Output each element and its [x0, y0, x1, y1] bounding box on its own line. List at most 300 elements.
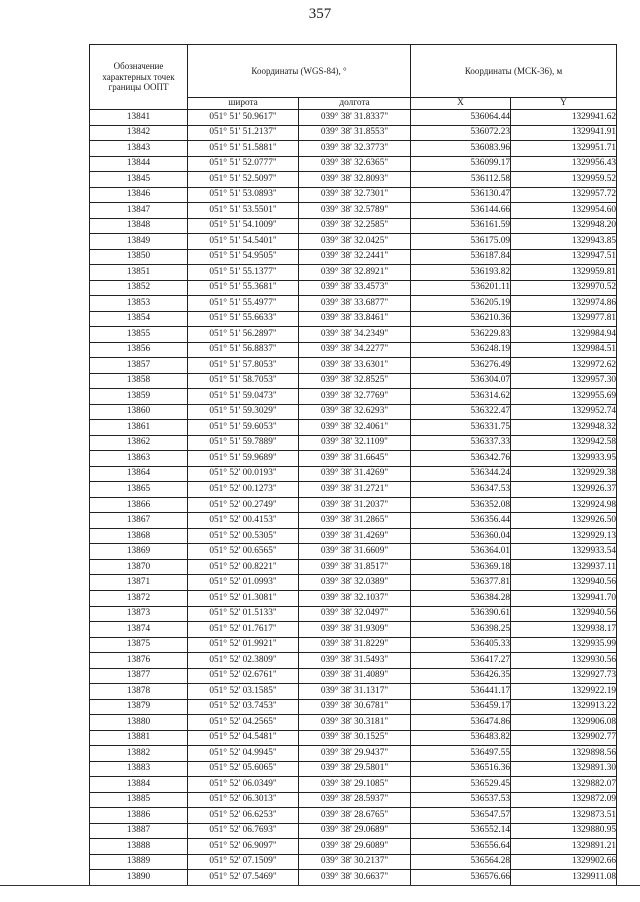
latitude-cell: 051° 52' 01.5133" — [188, 606, 299, 622]
y-cell: 1329930.56 — [511, 653, 617, 669]
x-cell: 536331.75 — [411, 420, 511, 436]
x-cell: 536459.17 — [411, 699, 511, 715]
table-row — [90, 544, 617, 560]
point-id: 13862 — [90, 435, 188, 451]
x-cell: 536441.17 — [411, 684, 511, 700]
table-row — [90, 358, 617, 374]
longitude-cell: 039° 38' 31.8229" — [299, 637, 411, 653]
header-msk36: Координаты (МСК-36), м — [411, 45, 617, 98]
latitude-cell: 051° 51' 54.5401" — [188, 234, 299, 250]
page-number: 357 — [308, 6, 332, 22]
x-cell: 536537.53 — [411, 792, 511, 808]
table-row — [90, 761, 617, 777]
point-id: 13852 — [90, 280, 188, 296]
y-cell: 1329959.81 — [511, 265, 617, 281]
y-cell: 1329902.66 — [511, 854, 617, 870]
table-row — [90, 342, 617, 358]
latitude-cell: 051° 52' 00.2749" — [188, 497, 299, 513]
point-id: 13887 — [90, 823, 188, 839]
latitude-cell: 051° 51' 57.8053" — [188, 358, 299, 374]
longitude-cell: 039° 38' 30.6781" — [299, 699, 411, 715]
point-id: 13888 — [90, 839, 188, 855]
x-cell: 536516.36 — [411, 761, 511, 777]
header-point-designation: Обозначение характерных точек границы ООПТ — [90, 45, 188, 110]
y-cell: 1329940.56 — [511, 575, 617, 591]
longitude-cell: 039° 38' 32.8921" — [299, 265, 411, 281]
point-id: 13876 — [90, 653, 188, 669]
latitude-cell: 051° 51' 54.9505" — [188, 249, 299, 265]
longitude-cell: 039° 38' 32.0425" — [299, 234, 411, 250]
longitude-cell: 039° 38' 33.6301" — [299, 358, 411, 374]
table-row — [90, 435, 617, 451]
table-row — [90, 249, 617, 265]
x-cell: 536248.19 — [411, 342, 511, 358]
table-row — [90, 404, 617, 420]
y-cell: 1329956.43 — [511, 156, 617, 172]
longitude-cell: 039° 38' 32.7769" — [299, 389, 411, 405]
longitude-cell: 039° 38' 31.5493" — [299, 653, 411, 669]
longitude-cell: 039° 38' 32.2441" — [299, 249, 411, 265]
point-id: 13870 — [90, 559, 188, 575]
x-cell: 536384.28 — [411, 590, 511, 606]
latitude-cell: 051° 52' 03.1585" — [188, 684, 299, 700]
point-id: 13857 — [90, 358, 188, 374]
y-cell: 1329913.22 — [511, 699, 617, 715]
longitude-cell: 039° 38' 33.6877" — [299, 296, 411, 312]
point-id: 13853 — [90, 296, 188, 312]
table-row — [90, 777, 617, 793]
longitude-cell: 039° 38' 29.9437" — [299, 746, 411, 762]
x-cell: 536552.14 — [411, 823, 511, 839]
latitude-cell: 051° 51' 52.5097" — [188, 172, 299, 188]
coordinates-table — [89, 44, 617, 886]
point-id: 13846 — [90, 187, 188, 203]
longitude-cell: 039° 38' 31.2037" — [299, 497, 411, 513]
point-id: 13886 — [90, 808, 188, 824]
latitude-cell: 051° 52' 07.5469" — [188, 870, 299, 886]
table-row — [90, 637, 617, 653]
latitude-cell: 051° 51' 55.1377" — [188, 265, 299, 281]
x-cell: 536276.49 — [411, 358, 511, 374]
longitude-cell: 039° 38' 31.4089" — [299, 668, 411, 684]
table-row — [90, 699, 617, 715]
y-cell: 1329938.17 — [511, 622, 617, 638]
y-cell: 1329933.54 — [511, 544, 617, 560]
table-row — [90, 311, 617, 327]
table-row — [90, 730, 617, 746]
x-cell: 536556.64 — [411, 839, 511, 855]
point-id: 13882 — [90, 746, 188, 762]
y-cell: 1329941.70 — [511, 590, 617, 606]
longitude-cell: 039° 38' 34.2349" — [299, 327, 411, 343]
longitude-cell: 039° 38' 33.4573" — [299, 280, 411, 296]
x-cell: 536344.24 — [411, 466, 511, 482]
table-row — [90, 497, 617, 513]
y-cell: 1329873.51 — [511, 808, 617, 824]
table-row — [90, 280, 617, 296]
latitude-cell: 051° 52' 01.3081" — [188, 590, 299, 606]
point-id: 13866 — [90, 497, 188, 513]
table-row — [90, 808, 617, 824]
x-cell: 536205.19 — [411, 296, 511, 312]
x-cell: 536175.09 — [411, 234, 511, 250]
x-cell: 536347.53 — [411, 482, 511, 498]
x-cell: 536072.23 — [411, 125, 511, 141]
header-latitude: широта — [188, 98, 299, 110]
longitude-cell: 039° 38' 29.0689" — [299, 823, 411, 839]
header-wgs84: Координаты (WGS-84), ° — [188, 45, 411, 98]
point-id: 13871 — [90, 575, 188, 591]
y-cell: 1329898.56 — [511, 746, 617, 762]
x-cell: 536144.66 — [411, 203, 511, 219]
longitude-cell: 039° 38' 31.2865" — [299, 513, 411, 529]
latitude-cell: 051° 52' 00.6565" — [188, 544, 299, 560]
table-row — [90, 746, 617, 762]
y-cell: 1329922.19 — [511, 684, 617, 700]
table-row — [90, 653, 617, 669]
longitude-cell: 039° 38' 32.6293" — [299, 404, 411, 420]
x-cell: 536229.83 — [411, 327, 511, 343]
latitude-cell: 051° 52' 00.4153" — [188, 513, 299, 529]
point-id: 13861 — [90, 420, 188, 436]
point-id: 13848 — [90, 218, 188, 234]
latitude-cell: 051° 51' 59.3029" — [188, 404, 299, 420]
y-cell: 1329941.91 — [511, 125, 617, 141]
latitude-cell: 051° 52' 04.2565" — [188, 715, 299, 731]
latitude-cell: 051° 51' 59.0473" — [188, 389, 299, 405]
point-id: 13860 — [90, 404, 188, 420]
longitude-cell: 039° 38' 32.2585" — [299, 218, 411, 234]
table-row — [90, 327, 617, 343]
latitude-cell: 051° 51' 59.9689" — [188, 451, 299, 467]
x-cell: 536161.59 — [411, 218, 511, 234]
longitude-cell: 039° 38' 32.0389" — [299, 575, 411, 591]
table-row — [90, 203, 617, 219]
latitude-cell: 051° 51' 56.8837" — [188, 342, 299, 358]
x-cell: 536210.36 — [411, 311, 511, 327]
x-cell: 536369.18 — [411, 559, 511, 575]
latitude-cell: 051° 51' 59.7889" — [188, 435, 299, 451]
table-row — [90, 528, 617, 544]
y-cell: 1329902.77 — [511, 730, 617, 746]
latitude-cell: 051° 52' 06.7693" — [188, 823, 299, 839]
x-cell: 536322.47 — [411, 404, 511, 420]
y-cell: 1329882.07 — [511, 777, 617, 793]
y-cell: 1329951.71 — [511, 141, 617, 157]
longitude-cell: 039° 38' 31.6645" — [299, 451, 411, 467]
longitude-cell: 039° 38' 31.4269" — [299, 528, 411, 544]
y-cell: 1329955.69 — [511, 389, 617, 405]
y-cell: 1329959.52 — [511, 172, 617, 188]
latitude-cell: 051° 51' 53.0893" — [188, 187, 299, 203]
point-id: 13865 — [90, 482, 188, 498]
latitude-cell: 051° 52' 04.9945" — [188, 746, 299, 762]
point-id: 13869 — [90, 544, 188, 560]
point-id: 13868 — [90, 528, 188, 544]
table-row — [90, 389, 617, 405]
longitude-cell: 039° 38' 32.4061" — [299, 420, 411, 436]
latitude-cell: 051° 51' 50.9617" — [188, 110, 299, 126]
table-row — [90, 451, 617, 467]
latitude-cell: 051° 51' 53.5501" — [188, 203, 299, 219]
x-cell: 536483.82 — [411, 730, 511, 746]
longitude-cell: 039° 38' 29.5801" — [299, 761, 411, 777]
point-id: 13864 — [90, 466, 188, 482]
header-x: X — [411, 98, 511, 110]
y-cell: 1329927.73 — [511, 668, 617, 684]
longitude-cell: 039° 38' 31.2721" — [299, 482, 411, 498]
footer-divider — [0, 885, 640, 886]
longitude-cell: 039° 38' 32.5789" — [299, 203, 411, 219]
point-id: 13859 — [90, 389, 188, 405]
table-row — [90, 141, 617, 157]
x-cell: 536390.61 — [411, 606, 511, 622]
point-id: 13863 — [90, 451, 188, 467]
point-id: 13874 — [90, 622, 188, 638]
table-row — [90, 234, 617, 250]
latitude-cell: 051° 52' 01.0993" — [188, 575, 299, 591]
point-id: 13877 — [90, 668, 188, 684]
x-cell: 536352.08 — [411, 497, 511, 513]
x-cell: 536497.55 — [411, 746, 511, 762]
longitude-cell: 039° 38' 31.8553" — [299, 125, 411, 141]
y-cell: 1329911.08 — [511, 870, 617, 886]
table-row — [90, 715, 617, 731]
point-id: 13856 — [90, 342, 188, 358]
latitude-cell: 051° 52' 04.5481" — [188, 730, 299, 746]
y-cell: 1329972.62 — [511, 358, 617, 374]
point-id: 13889 — [90, 854, 188, 870]
header-y: Y — [511, 98, 617, 110]
point-id: 13845 — [90, 172, 188, 188]
latitude-cell: 051° 51' 55.4977" — [188, 296, 299, 312]
y-cell: 1329977.81 — [511, 311, 617, 327]
longitude-cell: 039° 38' 34.2277" — [299, 342, 411, 358]
longitude-cell: 039° 38' 32.8093" — [299, 172, 411, 188]
x-cell: 536564.28 — [411, 854, 511, 870]
table-row — [90, 668, 617, 684]
x-cell: 536529.45 — [411, 777, 511, 793]
y-cell: 1329933.95 — [511, 451, 617, 467]
y-cell: 1329943.85 — [511, 234, 617, 250]
x-cell: 536377.81 — [411, 575, 511, 591]
point-id: 13875 — [90, 637, 188, 653]
y-cell: 1329891.21 — [511, 839, 617, 855]
latitude-cell: 051° 52' 03.7453" — [188, 699, 299, 715]
longitude-cell: 039° 38' 32.3773" — [299, 141, 411, 157]
point-id: 13855 — [90, 327, 188, 343]
table-row — [90, 513, 617, 529]
latitude-cell: 051° 52' 05.6065" — [188, 761, 299, 777]
latitude-cell: 051° 52' 01.9921" — [188, 637, 299, 653]
x-cell: 536405.33 — [411, 637, 511, 653]
point-id: 13843 — [90, 141, 188, 157]
longitude-cell: 039° 38' 28.5937" — [299, 792, 411, 808]
y-cell: 1329942.58 — [511, 435, 617, 451]
x-cell: 536417.27 — [411, 653, 511, 669]
table-row — [90, 575, 617, 591]
y-cell: 1329929.13 — [511, 528, 617, 544]
latitude-cell: 051° 51' 51.2137" — [188, 125, 299, 141]
longitude-cell: 039° 38' 30.6637" — [299, 870, 411, 886]
x-cell: 536360.04 — [411, 528, 511, 544]
point-id: 13884 — [90, 777, 188, 793]
longitude-cell: 039° 38' 31.8337" — [299, 110, 411, 126]
y-cell: 1329926.37 — [511, 482, 617, 498]
table-row — [90, 466, 617, 482]
x-cell: 536083.96 — [411, 141, 511, 157]
point-id: 13841 — [90, 110, 188, 126]
table-row — [90, 187, 617, 203]
latitude-cell: 051° 51' 51.5881" — [188, 141, 299, 157]
x-cell: 536314.62 — [411, 389, 511, 405]
y-cell: 1329880.95 — [511, 823, 617, 839]
table-row — [90, 296, 617, 312]
point-id: 13883 — [90, 761, 188, 777]
table-row — [90, 622, 617, 638]
y-cell: 1329937.11 — [511, 559, 617, 575]
longitude-cell: 039° 38' 31.4269" — [299, 466, 411, 482]
x-cell: 536426.35 — [411, 668, 511, 684]
latitude-cell: 051° 52' 07.1509" — [188, 854, 299, 870]
latitude-cell: 051° 51' 58.7053" — [188, 373, 299, 389]
longitude-cell: 039° 38' 31.9309" — [299, 622, 411, 638]
table-row — [90, 420, 617, 436]
y-cell: 1329984.94 — [511, 327, 617, 343]
y-cell: 1329940.56 — [511, 606, 617, 622]
longitude-cell: 039° 38' 29.6089" — [299, 839, 411, 855]
latitude-cell: 051° 51' 54.1009" — [188, 218, 299, 234]
x-cell: 536112.58 — [411, 172, 511, 188]
point-id: 13844 — [90, 156, 188, 172]
y-cell: 1329954.60 — [511, 203, 617, 219]
point-id: 13847 — [90, 203, 188, 219]
table-row — [90, 559, 617, 575]
header-longitude: долгота — [299, 98, 411, 110]
longitude-cell: 039° 38' 28.6765" — [299, 808, 411, 824]
longitude-cell: 039° 38' 30.1525" — [299, 730, 411, 746]
table-row — [90, 172, 617, 188]
x-cell: 536193.82 — [411, 265, 511, 281]
x-cell: 536201.11 — [411, 280, 511, 296]
table-row — [90, 156, 617, 172]
point-id: 13872 — [90, 590, 188, 606]
latitude-cell: 051° 51' 59.6053" — [188, 420, 299, 436]
table-row — [90, 590, 617, 606]
point-id: 13858 — [90, 373, 188, 389]
table-row — [90, 125, 617, 141]
longitude-cell: 039° 38' 32.8525" — [299, 373, 411, 389]
y-cell: 1329941.62 — [511, 110, 617, 126]
x-cell: 536576.66 — [411, 870, 511, 886]
x-cell: 536364.01 — [411, 544, 511, 560]
y-cell: 1329935.99 — [511, 637, 617, 653]
latitude-cell: 051° 52' 06.6253" — [188, 808, 299, 824]
x-cell: 536547.57 — [411, 808, 511, 824]
x-cell: 536304.07 — [411, 373, 511, 389]
y-cell: 1329952.74 — [511, 404, 617, 420]
longitude-cell: 039° 38' 32.7301" — [299, 187, 411, 203]
point-id: 13842 — [90, 125, 188, 141]
x-cell: 536342.76 — [411, 451, 511, 467]
table-row — [90, 606, 617, 622]
y-cell: 1329957.72 — [511, 187, 617, 203]
y-cell: 1329926.50 — [511, 513, 617, 529]
point-id: 13873 — [90, 606, 188, 622]
point-id: 13879 — [90, 699, 188, 715]
point-id: 13854 — [90, 311, 188, 327]
y-cell: 1329984.51 — [511, 342, 617, 358]
table-row — [90, 265, 617, 281]
y-cell: 1329872.09 — [511, 792, 617, 808]
latitude-cell: 051° 52' 06.0349" — [188, 777, 299, 793]
y-cell: 1329974.86 — [511, 296, 617, 312]
table-row — [90, 823, 617, 839]
latitude-cell: 051° 52' 06.9097" — [188, 839, 299, 855]
latitude-cell: 051° 52' 00.8221" — [188, 559, 299, 575]
point-id: 13850 — [90, 249, 188, 265]
longitude-cell: 039° 38' 31.6609" — [299, 544, 411, 560]
latitude-cell: 051° 52' 00.0193" — [188, 466, 299, 482]
longitude-cell: 039° 38' 33.8461" — [299, 311, 411, 327]
y-cell: 1329947.51 — [511, 249, 617, 265]
latitude-cell: 051° 52' 02.3809" — [188, 653, 299, 669]
table-row — [90, 482, 617, 498]
longitude-cell: 039° 38' 30.3181" — [299, 715, 411, 731]
point-id: 13881 — [90, 730, 188, 746]
table-row — [90, 792, 617, 808]
y-cell: 1329924.98 — [511, 497, 617, 513]
latitude-cell: 051° 51' 55.6633" — [188, 311, 299, 327]
x-cell: 536474.86 — [411, 715, 511, 731]
point-id: 13885 — [90, 792, 188, 808]
x-cell: 536187.84 — [411, 249, 511, 265]
table-row — [90, 839, 617, 855]
latitude-cell: 051° 52' 06.3013" — [188, 792, 299, 808]
longitude-cell: 039° 38' 30.2137" — [299, 854, 411, 870]
longitude-cell: 039° 38' 29.1085" — [299, 777, 411, 793]
longitude-cell: 039° 38' 32.6365" — [299, 156, 411, 172]
longitude-cell: 039° 38' 32.1037" — [299, 590, 411, 606]
latitude-cell: 051° 52' 01.7617" — [188, 622, 299, 638]
latitude-cell: 051° 51' 56.2897" — [188, 327, 299, 343]
y-cell: 1329948.20 — [511, 218, 617, 234]
y-cell: 1329891.30 — [511, 761, 617, 777]
longitude-cell: 039° 38' 31.1317" — [299, 684, 411, 700]
x-cell: 536130.47 — [411, 187, 511, 203]
point-id: 13867 — [90, 513, 188, 529]
x-cell: 536337.33 — [411, 435, 511, 451]
longitude-cell: 039° 38' 31.8517" — [299, 559, 411, 575]
table-row — [90, 854, 617, 870]
table-row — [90, 684, 617, 700]
table-row — [90, 870, 617, 886]
table-row — [90, 110, 617, 126]
x-cell: 536064.44 — [411, 110, 511, 126]
longitude-cell: 039° 38' 32.1109" — [299, 435, 411, 451]
table-row — [90, 373, 617, 389]
y-cell: 1329906.08 — [511, 715, 617, 731]
latitude-cell: 051° 52' 02.6761" — [188, 668, 299, 684]
y-cell: 1329929.38 — [511, 466, 617, 482]
x-cell: 536398.25 — [411, 622, 511, 638]
point-id: 13849 — [90, 234, 188, 250]
point-id: 13851 — [90, 265, 188, 281]
table-body — [90, 110, 617, 886]
longitude-cell: 039° 38' 32.0497" — [299, 606, 411, 622]
y-cell: 1329948.32 — [511, 420, 617, 436]
x-cell: 536356.44 — [411, 513, 511, 529]
